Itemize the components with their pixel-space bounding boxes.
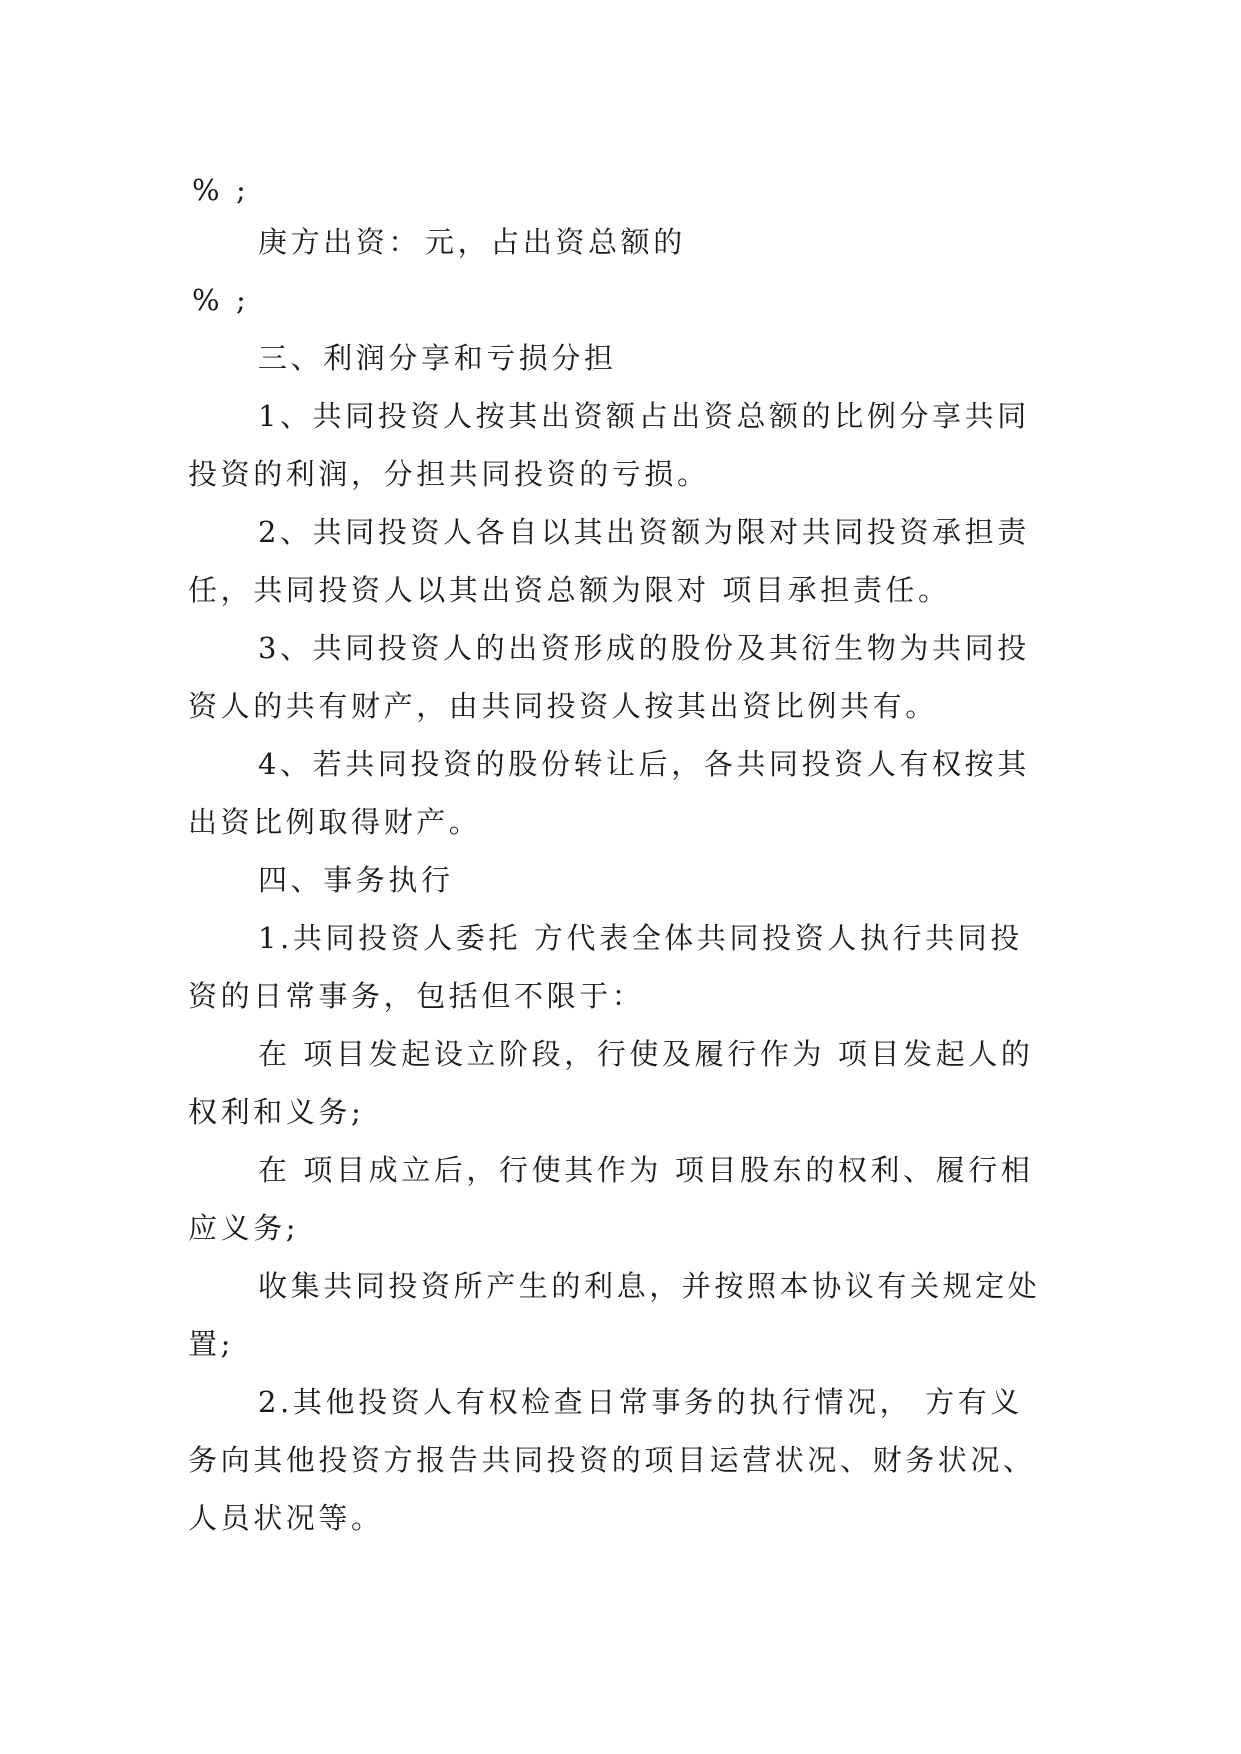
text-line: 4、若共同投资的股份转让后，各共同投资人有权按其 [258, 747, 1030, 781]
text-line: 务向其他投资方报告共同投资的项目运营状况、财务状况、 [188, 1443, 1036, 1477]
text-line: 收集共同投资所产生的利息，并按照本协议有关规定处 [258, 1269, 1041, 1303]
text-line: 资人的共有财产，由共同投资人按其出资比例共有。 [188, 689, 938, 723]
text-line [258, 222, 1241, 262]
text-line: 2.其他投资人有权检查日常事务的执行情况， 方有义 [258, 1385, 1023, 1419]
text-line: 投资的利润，分担共同投资的亏损。 [188, 457, 710, 491]
text-line [188, 280, 1241, 320]
text-line: 人员状况等。 [188, 1501, 384, 1535]
text-line: 任，共同投资人以其出资总额为限对 项目承担责任。 [188, 573, 951, 607]
text-line: 1.共同投资人委托 方代表全体共同投资人执行共同投 [258, 921, 1023, 955]
text-line [188, 170, 1241, 210]
text-line: 出资比例取得财产。 [188, 805, 482, 839]
section-heading: 三、利润分享和亏损分担 [258, 341, 617, 375]
line-text: % ; [192, 283, 250, 317]
section-heading: 四、事务执行 [258, 863, 454, 897]
text-line: 1、共同投资人按其出资额占出资总额的比例分享共同 [258, 399, 1030, 433]
line-text-tail: 元，占出资总额的 [425, 225, 686, 259]
text-line: 在 项目成立后，行使其作为 项目股东的权利、履行相 [258, 1153, 1034, 1187]
line-text: 庚方出资： [258, 225, 422, 259]
text-line: 2、共同投资人各自以其出资额为限对共同投资承担责 [258, 515, 1030, 549]
text-line: 3、共同投资人的出资形成的股份及其衍生物为共同投 [258, 631, 1030, 665]
text-line: 置; [188, 1327, 234, 1361]
line-text: 资的日常事务，包括但不限于： [188, 979, 645, 1013]
text-line: 权利和义务; [188, 1095, 365, 1129]
text-line [188, 976, 1241, 1016]
text-line: 在 项目发起设立阶段，行使及履行作为 项目发起人的 [258, 1037, 1034, 1071]
text-line: 应义务; [188, 1211, 300, 1245]
line-text: % ; [192, 173, 250, 207]
